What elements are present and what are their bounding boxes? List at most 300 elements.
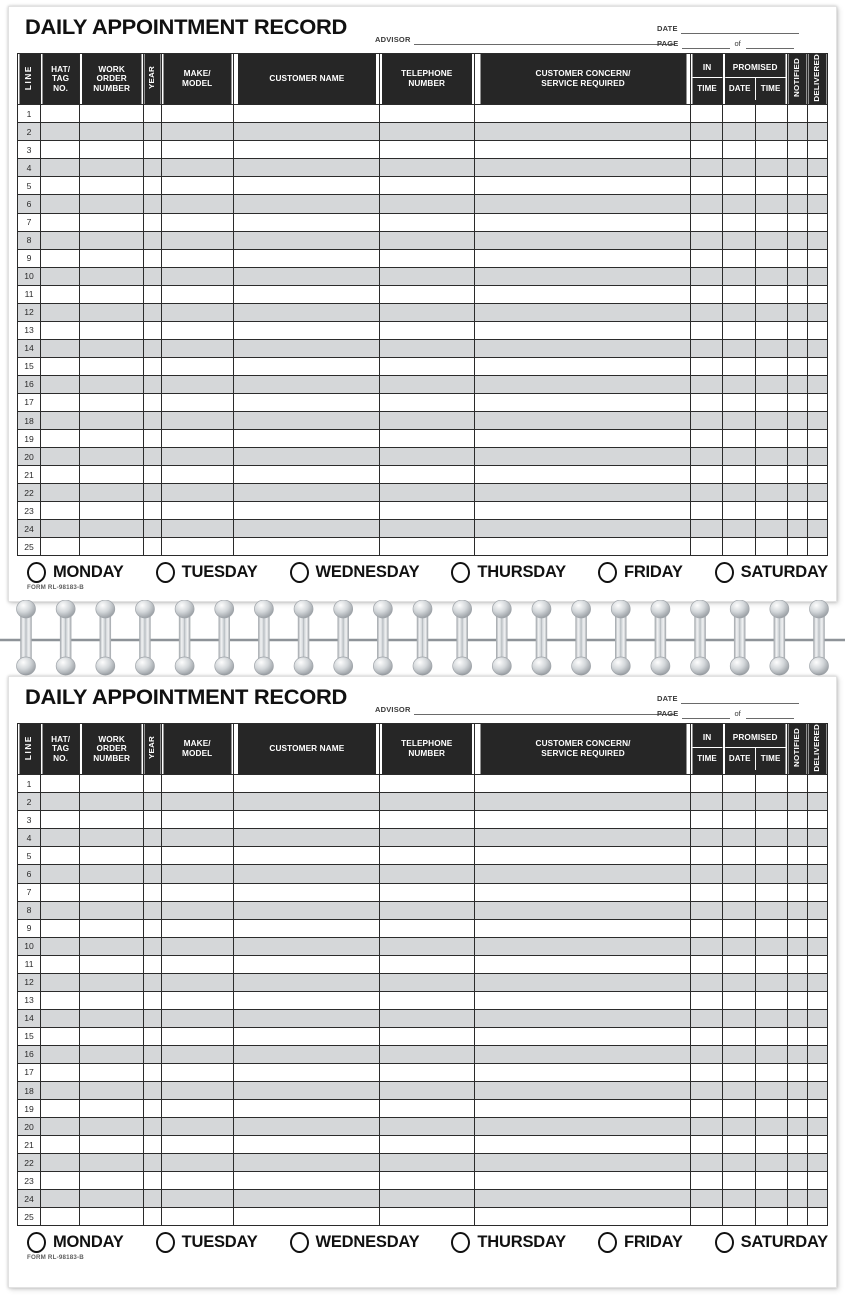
row-entry-cell[interactable] <box>755 847 787 865</box>
row-entry-cell[interactable] <box>143 321 161 339</box>
day-option-saturday[interactable] <box>715 1232 828 1253</box>
row-entry-cell[interactable] <box>161 1172 233 1190</box>
row-entry-cell[interactable] <box>691 1172 723 1190</box>
row-entry-cell[interactable] <box>379 412 474 430</box>
row-entry-cell[interactable] <box>691 1009 723 1027</box>
row-entry-cell[interactable] <box>691 1045 723 1063</box>
row-entry-cell[interactable] <box>161 321 233 339</box>
row-entry-cell[interactable] <box>379 991 474 1009</box>
row-entry-cell[interactable] <box>41 141 80 159</box>
row-entry-cell[interactable] <box>787 937 807 955</box>
row-entry-cell[interactable] <box>787 1190 807 1208</box>
row-entry-cell[interactable] <box>723 321 755 339</box>
row-entry-cell[interactable] <box>475 1027 691 1045</box>
row-entry-cell[interactable] <box>41 883 80 901</box>
row-entry-cell[interactable] <box>41 393 80 411</box>
row-entry-cell[interactable] <box>161 159 233 177</box>
row-entry-cell[interactable] <box>41 829 80 847</box>
row-entry-cell[interactable] <box>143 865 161 883</box>
row-entry-cell[interactable] <box>755 1082 787 1100</box>
row-entry-cell[interactable] <box>807 1190 827 1208</box>
row-entry-cell[interactable] <box>161 177 233 195</box>
row-entry-cell[interactable] <box>807 195 827 213</box>
row-entry-cell[interactable] <box>691 775 723 793</box>
row-entry-cell[interactable] <box>143 249 161 267</box>
row-entry-cell[interactable] <box>807 159 827 177</box>
row-entry-cell[interactable] <box>379 357 474 375</box>
row-entry-cell[interactable] <box>787 339 807 357</box>
row-entry-cell[interactable] <box>161 901 233 919</box>
row-entry-cell[interactable] <box>475 1190 691 1208</box>
row-entry-cell[interactable] <box>41 1027 80 1045</box>
row-entry-cell[interactable] <box>691 829 723 847</box>
row-entry-cell[interactable] <box>161 484 233 502</box>
row-entry-cell[interactable] <box>723 195 755 213</box>
row-entry-cell[interactable] <box>807 141 827 159</box>
day-option-wednesday[interactable] <box>290 1232 420 1253</box>
row-entry-cell[interactable] <box>755 1118 787 1136</box>
day-option-friday[interactable] <box>598 562 683 583</box>
row-entry-cell[interactable] <box>41 1208 80 1226</box>
row-entry-cell[interactable] <box>161 937 233 955</box>
row-entry-cell[interactable] <box>234 1063 380 1081</box>
row-entry-cell[interactable] <box>787 1063 807 1081</box>
row-entry-cell[interactable] <box>161 538 233 556</box>
page-number-write-line-bottom[interactable] <box>682 709 730 719</box>
row-entry-cell[interactable] <box>80 1172 143 1190</box>
row-entry-cell[interactable] <box>691 430 723 448</box>
row-entry-cell[interactable] <box>787 285 807 303</box>
page-total-write-line-bottom[interactable] <box>746 709 794 719</box>
row-entry-cell[interactable] <box>755 991 787 1009</box>
row-entry-cell[interactable] <box>475 1172 691 1190</box>
checkbox-circle-icon[interactable] <box>156 562 175 583</box>
row-entry-cell[interactable] <box>41 793 80 811</box>
row-entry-cell[interactable] <box>41 1136 80 1154</box>
row-entry-cell[interactable] <box>755 1190 787 1208</box>
row-entry-cell[interactable] <box>787 430 807 448</box>
row-entry-cell[interactable] <box>234 1154 380 1172</box>
row-entry-cell[interactable] <box>723 829 755 847</box>
row-entry-cell[interactable] <box>234 321 380 339</box>
row-entry-cell[interactable] <box>80 195 143 213</box>
row-entry-cell[interactable] <box>80 231 143 249</box>
advisor-write-line[interactable] <box>414 35 675 45</box>
row-entry-cell[interactable] <box>143 303 161 321</box>
row-entry-cell[interactable] <box>80 123 143 141</box>
row-entry-cell[interactable] <box>379 793 474 811</box>
row-entry-cell[interactable] <box>41 991 80 1009</box>
row-entry-cell[interactable] <box>807 1136 827 1154</box>
row-entry-cell[interactable] <box>379 375 474 393</box>
row-entry-cell[interactable] <box>143 811 161 829</box>
row-entry-cell[interactable] <box>41 448 80 466</box>
row-entry-cell[interactable] <box>691 502 723 520</box>
row-entry-cell[interactable] <box>691 1136 723 1154</box>
row-entry-cell[interactable] <box>234 339 380 357</box>
row-entry-cell[interactable] <box>807 520 827 538</box>
row-entry-cell[interactable] <box>723 520 755 538</box>
row-entry-cell[interactable] <box>755 1063 787 1081</box>
row-entry-cell[interactable] <box>787 141 807 159</box>
row-entry-cell[interactable] <box>475 303 691 321</box>
checkbox-circle-icon[interactable] <box>451 562 470 583</box>
row-entry-cell[interactable] <box>787 847 807 865</box>
row-entry-cell[interactable] <box>143 1082 161 1100</box>
row-entry-cell[interactable] <box>723 502 755 520</box>
row-entry-cell[interactable] <box>755 1154 787 1172</box>
row-entry-cell[interactable] <box>691 141 723 159</box>
row-entry-cell[interactable] <box>379 448 474 466</box>
date-field-bottom[interactable] <box>657 689 822 704</box>
row-entry-cell[interactable] <box>143 1009 161 1027</box>
day-option-wednesday[interactable] <box>290 562 420 583</box>
row-entry-cell[interactable] <box>161 1063 233 1081</box>
row-entry-cell[interactable] <box>807 811 827 829</box>
row-entry-cell[interactable] <box>234 448 380 466</box>
row-entry-cell[interactable] <box>755 466 787 484</box>
row-entry-cell[interactable] <box>807 901 827 919</box>
row-entry-cell[interactable] <box>723 1009 755 1027</box>
row-entry-cell[interactable] <box>143 177 161 195</box>
row-entry-cell[interactable] <box>691 177 723 195</box>
row-entry-cell[interactable] <box>755 213 787 231</box>
row-entry-cell[interactable] <box>234 412 380 430</box>
row-entry-cell[interactable] <box>691 991 723 1009</box>
row-entry-cell[interactable] <box>234 538 380 556</box>
row-entry-cell[interactable] <box>723 375 755 393</box>
row-entry-cell[interactable] <box>755 1208 787 1226</box>
row-entry-cell[interactable] <box>80 1208 143 1226</box>
day-option-saturday[interactable] <box>715 562 828 583</box>
row-entry-cell[interactable] <box>41 520 80 538</box>
row-entry-cell[interactable] <box>787 213 807 231</box>
row-entry-cell[interactable] <box>807 955 827 973</box>
row-entry-cell[interactable] <box>161 1009 233 1027</box>
row-entry-cell[interactable] <box>755 484 787 502</box>
row-entry-cell[interactable] <box>787 231 807 249</box>
row-entry-cell[interactable] <box>787 412 807 430</box>
row-entry-cell[interactable] <box>691 937 723 955</box>
row-entry-cell[interactable] <box>807 1009 827 1027</box>
row-entry-cell[interactable] <box>475 1082 691 1100</box>
row-entry-cell[interactable] <box>787 267 807 285</box>
row-entry-cell[interactable] <box>379 285 474 303</box>
row-entry-cell[interactable] <box>234 159 380 177</box>
row-entry-cell[interactable] <box>475 1118 691 1136</box>
row-entry-cell[interactable] <box>807 249 827 267</box>
row-entry-cell[interactable] <box>723 1045 755 1063</box>
row-entry-cell[interactable] <box>161 973 233 991</box>
row-entry-cell[interactable] <box>723 177 755 195</box>
row-entry-cell[interactable] <box>807 847 827 865</box>
row-entry-cell[interactable] <box>755 339 787 357</box>
row-entry-cell[interactable] <box>379 1172 474 1190</box>
row-entry-cell[interactable] <box>691 448 723 466</box>
row-entry-cell[interactable] <box>691 538 723 556</box>
row-entry-cell[interactable] <box>723 484 755 502</box>
row-entry-cell[interactable] <box>787 1154 807 1172</box>
row-entry-cell[interactable] <box>161 430 233 448</box>
row-entry-cell[interactable] <box>161 1208 233 1226</box>
row-entry-cell[interactable] <box>807 991 827 1009</box>
row-entry-cell[interactable] <box>161 123 233 141</box>
row-entry-cell[interactable] <box>807 1082 827 1100</box>
row-entry-cell[interactable] <box>475 991 691 1009</box>
row-entry-cell[interactable] <box>723 1136 755 1154</box>
row-entry-cell[interactable] <box>475 1154 691 1172</box>
row-entry-cell[interactable] <box>723 123 755 141</box>
row-entry-cell[interactable] <box>723 213 755 231</box>
row-entry-cell[interactable] <box>143 285 161 303</box>
row-entry-cell[interactable] <box>691 1063 723 1081</box>
row-entry-cell[interactable] <box>691 1082 723 1100</box>
row-entry-cell[interactable] <box>787 303 807 321</box>
row-entry-cell[interactable] <box>723 973 755 991</box>
row-entry-cell[interactable] <box>787 883 807 901</box>
row-entry-cell[interactable] <box>787 1045 807 1063</box>
row-entry-cell[interactable] <box>723 303 755 321</box>
row-entry-cell[interactable] <box>807 213 827 231</box>
row-entry-cell[interactable] <box>234 231 380 249</box>
row-entry-cell[interactable] <box>161 883 233 901</box>
row-entry-cell[interactable] <box>807 393 827 411</box>
row-entry-cell[interactable] <box>475 105 691 123</box>
row-entry-cell[interactable] <box>143 339 161 357</box>
row-entry-cell[interactable] <box>234 901 380 919</box>
row-entry-cell[interactable] <box>475 339 691 357</box>
row-entry-cell[interactable] <box>234 502 380 520</box>
row-entry-cell[interactable] <box>787 811 807 829</box>
row-entry-cell[interactable] <box>234 1136 380 1154</box>
day-option-monday[interactable] <box>27 1232 124 1253</box>
row-entry-cell[interactable] <box>80 793 143 811</box>
row-entry-cell[interactable] <box>41 159 80 177</box>
row-entry-cell[interactable] <box>723 1118 755 1136</box>
row-entry-cell[interactable] <box>691 883 723 901</box>
row-entry-cell[interactable] <box>723 847 755 865</box>
row-entry-cell[interactable] <box>475 231 691 249</box>
row-entry-cell[interactable] <box>161 919 233 937</box>
row-entry-cell[interactable] <box>787 1172 807 1190</box>
row-entry-cell[interactable] <box>379 1118 474 1136</box>
row-entry-cell[interactable] <box>691 1154 723 1172</box>
row-entry-cell[interactable] <box>723 1027 755 1045</box>
row-entry-cell[interactable] <box>723 412 755 430</box>
row-entry-cell[interactable] <box>379 393 474 411</box>
row-entry-cell[interactable] <box>234 919 380 937</box>
row-entry-cell[interactable] <box>379 195 474 213</box>
row-entry-cell[interactable] <box>475 393 691 411</box>
row-entry-cell[interactable] <box>80 538 143 556</box>
row-entry-cell[interactable] <box>475 937 691 955</box>
row-entry-cell[interactable] <box>723 357 755 375</box>
row-entry-cell[interactable] <box>807 919 827 937</box>
row-entry-cell[interactable] <box>41 285 80 303</box>
row-entry-cell[interactable] <box>807 793 827 811</box>
row-entry-cell[interactable] <box>379 955 474 973</box>
row-entry-cell[interactable] <box>234 955 380 973</box>
row-entry-cell[interactable] <box>161 249 233 267</box>
row-entry-cell[interactable] <box>475 829 691 847</box>
row-entry-cell[interactable] <box>143 1172 161 1190</box>
row-entry-cell[interactable] <box>161 303 233 321</box>
row-entry-cell[interactable] <box>143 231 161 249</box>
row-entry-cell[interactable] <box>787 123 807 141</box>
row-entry-cell[interactable] <box>379 520 474 538</box>
advisor-write-line-bottom[interactable] <box>414 705 675 715</box>
day-option-tuesday[interactable] <box>156 1232 258 1253</box>
row-entry-cell[interactable] <box>755 955 787 973</box>
row-entry-cell[interactable] <box>143 1190 161 1208</box>
row-entry-cell[interactable] <box>80 339 143 357</box>
row-entry-cell[interactable] <box>143 991 161 1009</box>
row-entry-cell[interactable] <box>161 141 233 159</box>
row-entry-cell[interactable] <box>475 955 691 973</box>
row-entry-cell[interactable] <box>161 357 233 375</box>
row-entry-cell[interactable] <box>475 159 691 177</box>
row-entry-cell[interactable] <box>475 883 691 901</box>
row-entry-cell[interactable] <box>755 829 787 847</box>
row-entry-cell[interactable] <box>143 484 161 502</box>
row-entry-cell[interactable] <box>379 1136 474 1154</box>
row-entry-cell[interactable] <box>475 520 691 538</box>
advisor-field-bottom[interactable] <box>375 705 675 715</box>
row-entry-cell[interactable] <box>143 1045 161 1063</box>
row-entry-cell[interactable] <box>41 811 80 829</box>
row-entry-cell[interactable] <box>475 249 691 267</box>
row-entry-cell[interactable] <box>755 123 787 141</box>
row-entry-cell[interactable] <box>41 955 80 973</box>
row-entry-cell[interactable] <box>807 973 827 991</box>
row-entry-cell[interactable] <box>379 141 474 159</box>
row-entry-cell[interactable] <box>379 159 474 177</box>
row-entry-cell[interactable] <box>475 321 691 339</box>
row-entry-cell[interactable] <box>379 123 474 141</box>
row-entry-cell[interactable] <box>787 357 807 375</box>
row-entry-cell[interactable] <box>80 105 143 123</box>
row-entry-cell[interactable] <box>379 231 474 249</box>
row-entry-cell[interactable] <box>691 1190 723 1208</box>
row-entry-cell[interactable] <box>807 1100 827 1118</box>
row-entry-cell[interactable] <box>691 375 723 393</box>
row-entry-cell[interactable] <box>161 285 233 303</box>
row-entry-cell[interactable] <box>755 1045 787 1063</box>
row-entry-cell[interactable] <box>234 484 380 502</box>
row-entry-cell[interactable] <box>787 973 807 991</box>
row-entry-cell[interactable] <box>755 775 787 793</box>
row-entry-cell[interactable] <box>691 339 723 357</box>
row-entry-cell[interactable] <box>787 538 807 556</box>
row-entry-cell[interactable] <box>787 1136 807 1154</box>
row-entry-cell[interactable] <box>379 177 474 195</box>
row-entry-cell[interactable] <box>80 1190 143 1208</box>
row-entry-cell[interactable] <box>475 267 691 285</box>
row-entry-cell[interactable] <box>234 285 380 303</box>
row-entry-cell[interactable] <box>787 1027 807 1045</box>
row-entry-cell[interactable] <box>755 1027 787 1045</box>
row-entry-cell[interactable] <box>80 141 143 159</box>
row-entry-cell[interactable] <box>807 105 827 123</box>
row-entry-cell[interactable] <box>161 793 233 811</box>
checkbox-circle-icon[interactable] <box>27 1232 46 1253</box>
row-entry-cell[interactable] <box>691 213 723 231</box>
row-entry-cell[interactable] <box>80 430 143 448</box>
row-entry-cell[interactable] <box>755 1172 787 1190</box>
row-entry-cell[interactable] <box>143 847 161 865</box>
row-entry-cell[interactable] <box>691 267 723 285</box>
advisor-field[interactable] <box>375 35 675 45</box>
row-entry-cell[interactable] <box>379 1027 474 1045</box>
row-entry-cell[interactable] <box>379 303 474 321</box>
row-entry-cell[interactable] <box>80 375 143 393</box>
row-entry-cell[interactable] <box>475 811 691 829</box>
row-entry-cell[interactable] <box>723 430 755 448</box>
row-entry-cell[interactable] <box>807 502 827 520</box>
row-entry-cell[interactable] <box>755 1100 787 1118</box>
row-entry-cell[interactable] <box>475 1208 691 1226</box>
checkbox-circle-icon[interactable] <box>598 1232 617 1253</box>
row-entry-cell[interactable] <box>80 285 143 303</box>
row-entry-cell[interactable] <box>80 937 143 955</box>
row-entry-cell[interactable] <box>234 775 380 793</box>
row-entry-cell[interactable] <box>161 847 233 865</box>
row-entry-cell[interactable] <box>161 829 233 847</box>
row-entry-cell[interactable] <box>787 466 807 484</box>
row-entry-cell[interactable] <box>161 1190 233 1208</box>
row-entry-cell[interactable] <box>475 141 691 159</box>
row-entry-cell[interactable] <box>723 285 755 303</box>
row-entry-cell[interactable] <box>161 195 233 213</box>
row-entry-cell[interactable] <box>807 375 827 393</box>
row-entry-cell[interactable] <box>80 502 143 520</box>
row-entry-cell[interactable] <box>234 520 380 538</box>
row-entry-cell[interactable] <box>143 1100 161 1118</box>
row-entry-cell[interactable] <box>475 1063 691 1081</box>
row-entry-cell[interactable] <box>80 1009 143 1027</box>
row-entry-cell[interactable] <box>41 1172 80 1190</box>
row-entry-cell[interactable] <box>379 865 474 883</box>
row-entry-cell[interactable] <box>755 538 787 556</box>
checkbox-circle-icon[interactable] <box>290 1232 309 1253</box>
row-entry-cell[interactable] <box>80 1100 143 1118</box>
row-entry-cell[interactable] <box>143 1118 161 1136</box>
row-entry-cell[interactable] <box>787 502 807 520</box>
row-entry-cell[interactable] <box>475 1100 691 1118</box>
row-entry-cell[interactable] <box>234 466 380 484</box>
row-entry-cell[interactable] <box>723 865 755 883</box>
row-entry-cell[interactable] <box>234 357 380 375</box>
row-entry-cell[interactable] <box>80 1063 143 1081</box>
row-entry-cell[interactable] <box>80 484 143 502</box>
row-entry-cell[interactable] <box>80 357 143 375</box>
row-entry-cell[interactable] <box>234 1172 380 1190</box>
row-entry-cell[interactable] <box>723 466 755 484</box>
row-entry-cell[interactable] <box>723 1208 755 1226</box>
row-entry-cell[interactable] <box>161 375 233 393</box>
row-entry-cell[interactable] <box>234 249 380 267</box>
row-entry-cell[interactable] <box>379 249 474 267</box>
row-entry-cell[interactable] <box>723 1154 755 1172</box>
row-entry-cell[interactable] <box>234 105 380 123</box>
row-entry-cell[interactable] <box>143 1154 161 1172</box>
row-entry-cell[interactable] <box>80 321 143 339</box>
row-entry-cell[interactable] <box>41 195 80 213</box>
row-entry-cell[interactable] <box>80 829 143 847</box>
row-entry-cell[interactable] <box>691 919 723 937</box>
row-entry-cell[interactable] <box>161 1100 233 1118</box>
row-entry-cell[interactable] <box>787 1208 807 1226</box>
